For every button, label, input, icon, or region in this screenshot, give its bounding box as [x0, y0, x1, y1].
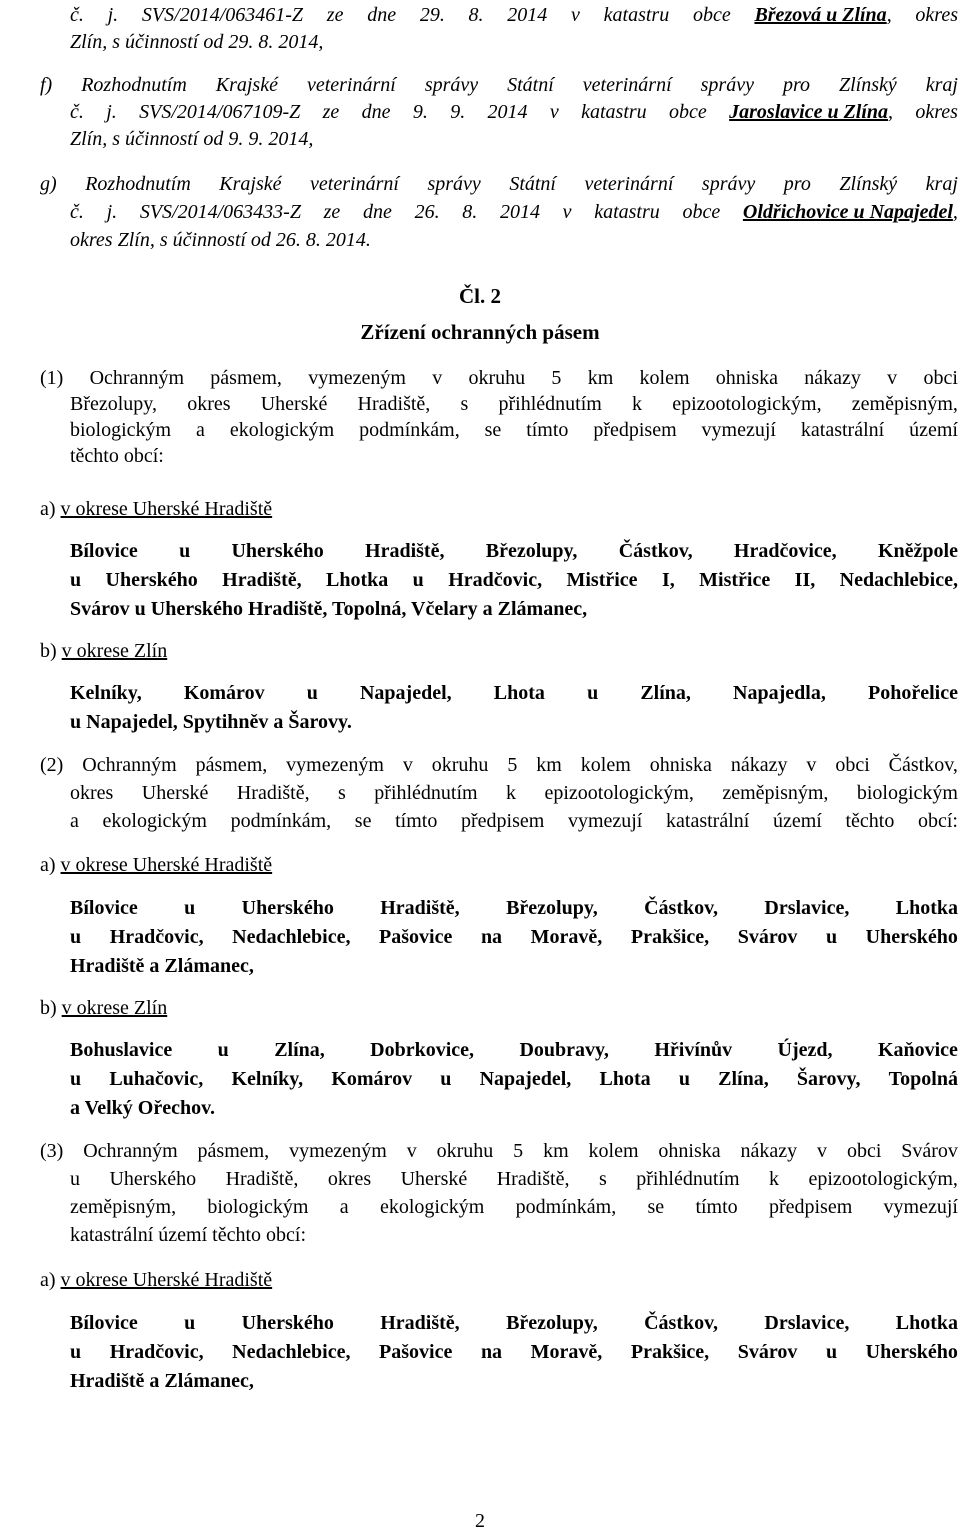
- word: Nedachlebice,: [232, 926, 351, 948]
- p2-intro-line: [70, 808, 958, 834]
- p2-intro-line: [40, 752, 958, 778]
- p1-intro-line: [70, 391, 958, 417]
- word: zeměpisným,: [851, 393, 958, 415]
- word: a: [339, 1196, 349, 1218]
- p1-list-a-line: [70, 567, 958, 593]
- word: u: [412, 569, 424, 591]
- decision-text: 26.: [414, 201, 440, 223]
- word: Topolná: [888, 1068, 958, 1090]
- word: přihlédnutím: [374, 782, 478, 804]
- word: a: [196, 419, 205, 441]
- word: na: [480, 1341, 503, 1363]
- word: II,: [794, 569, 816, 591]
- word: u: [184, 897, 196, 919]
- decision-text: obce: [692, 4, 731, 26]
- word: I,: [661, 569, 675, 591]
- p3-intro-line: katastrální území těchto obcí:: [70, 1224, 307, 1246]
- decision-text: okres: [915, 101, 958, 123]
- word: Zlína,: [274, 1039, 325, 1061]
- word: Uherského: [231, 540, 324, 562]
- decision-text: ze: [322, 101, 340, 123]
- decision-text: 8.: [462, 201, 478, 223]
- word: k: [506, 782, 517, 804]
- decision-text: dne: [367, 4, 397, 26]
- word: kolem: [580, 754, 631, 776]
- word: Svárov: [737, 1341, 798, 1363]
- word: Částkov,: [644, 1312, 719, 1334]
- word: Hřivínův: [654, 1039, 733, 1061]
- word: k: [632, 393, 642, 415]
- word: kolem: [639, 367, 690, 389]
- word: ekologickým: [102, 810, 207, 832]
- word: předpisem: [593, 419, 677, 441]
- word: Uherské: [400, 1168, 468, 1190]
- word: u: [70, 1068, 82, 1090]
- word: nákazy: [804, 367, 861, 389]
- p3-list-a-line: [70, 1310, 958, 1336]
- p1-district-b: b) v okrese Zlín: [40, 640, 168, 662]
- word: Pašovice: [379, 926, 453, 948]
- word: pásmem,: [197, 1140, 270, 1162]
- page-number: 2: [475, 1510, 485, 1532]
- decision-text: 8.: [468, 4, 484, 26]
- word: pásmem,: [210, 367, 282, 389]
- word: podmínkám,: [359, 419, 460, 441]
- word: okruhu: [468, 367, 526, 389]
- word: Březolupy,: [485, 540, 578, 562]
- word: biologickým: [207, 1196, 309, 1218]
- decision-text: č.: [70, 201, 84, 223]
- word: Uherské: [141, 782, 209, 804]
- decision-text: dne: [361, 101, 391, 123]
- word: 5: [507, 754, 518, 776]
- word: Napajedel,: [359, 682, 452, 704]
- word: Hradiště,: [222, 569, 302, 591]
- word: Uherského: [105, 569, 198, 591]
- word: Březolupy,: [506, 1312, 598, 1334]
- decision-text: obce: [669, 101, 707, 123]
- word: Komárov: [183, 682, 265, 704]
- decision-line: [70, 199, 958, 225]
- decision-text: 9.: [412, 101, 428, 123]
- word: Komárov: [331, 1068, 413, 1090]
- word: Lhotka: [895, 1312, 958, 1334]
- decision-line: [40, 171, 958, 197]
- word: obcí:: [918, 810, 958, 832]
- decision-text: v: [562, 201, 572, 223]
- word: 5: [551, 367, 562, 389]
- word: se: [354, 810, 372, 832]
- word: v: [432, 367, 443, 389]
- word: (3): [40, 1140, 64, 1162]
- decision-text: SVS/2014/063461-Z: [141, 4, 304, 26]
- word: Lhota: [599, 1068, 651, 1090]
- p1-intro-line: [40, 365, 958, 391]
- word: Hradčovic,: [109, 926, 204, 948]
- word: v: [887, 367, 898, 389]
- word: Svárov: [737, 926, 798, 948]
- word: obci: [835, 754, 870, 776]
- word: Uherského: [241, 897, 334, 919]
- decision-text: Rozhodnutím: [85, 173, 191, 195]
- word: (2): [40, 754, 64, 776]
- p3-list-a-line: Hradiště a Zlámanec,: [70, 1370, 254, 1392]
- word: předpisem: [768, 1196, 853, 1218]
- word: Částkov,: [644, 897, 719, 919]
- municipality-name: Březová u Zlína: [754, 4, 887, 26]
- word: ekologickým: [379, 1196, 485, 1218]
- article-number: Čl. 2: [459, 284, 501, 308]
- decision-text: kraj: [925, 173, 958, 195]
- decision-text: ze: [326, 4, 344, 26]
- decision-text: č.: [70, 101, 84, 123]
- decision-text: v: [549, 101, 559, 123]
- p1-intro-line: těchto obcí:: [70, 445, 164, 467]
- word: Doubravy,: [519, 1039, 609, 1061]
- decision-text: Zlín, s účinností od 9. 9. 2014,: [70, 128, 314, 150]
- p3-intro-line: [40, 1138, 958, 1164]
- decision-text: Zlínský: [838, 74, 897, 96]
- word: Kelníky,: [231, 1068, 304, 1090]
- p1-list-a-line: Svárov u Uherského Hradiště, Topolná, Včelary a Zlámanec,: [70, 598, 588, 620]
- decision-text: 29.: [419, 4, 445, 26]
- decision-text: katastru: [603, 4, 670, 26]
- decision-text: Zlín, s účinností od 29. 8. 2014,: [70, 31, 324, 53]
- word: Bílovice: [70, 1312, 138, 1334]
- word: Újezd,: [777, 1039, 833, 1061]
- word: Uherského: [865, 1341, 958, 1363]
- decision-line: [70, 2, 958, 28]
- decision-text: dne: [363, 201, 392, 223]
- word: k: [769, 1168, 780, 1190]
- word: Pohořelice: [867, 682, 958, 704]
- word: u: [825, 926, 838, 948]
- article-title: Zřízení ochranných pásem: [360, 320, 600, 344]
- word: u: [70, 569, 82, 591]
- word: okres: [327, 1168, 372, 1190]
- decision-text: ,: [952, 201, 958, 223]
- decision-text: okres Zlín, s účinností od 26. 8. 2014.: [70, 229, 371, 251]
- word: epizootologickým,: [808, 1168, 958, 1190]
- decision-text: SVS/2014/067109-Z: [139, 101, 301, 123]
- decision-text: Zlínský: [839, 173, 898, 195]
- word: v: [402, 754, 413, 776]
- word: těchto: [845, 810, 895, 832]
- word: katastrální: [800, 419, 885, 441]
- word: přihlédnutím: [498, 393, 602, 415]
- decision-text: 2014: [499, 201, 540, 223]
- word: nákazy: [730, 754, 788, 776]
- word: tímto: [695, 1196, 738, 1218]
- decision-line: [70, 126, 313, 152]
- word: Březolupy,: [506, 897, 598, 919]
- municipality-name: Jaroslavice u Zlína: [729, 101, 889, 123]
- word: obci: [923, 367, 958, 389]
- word: Kaňovice: [877, 1039, 958, 1061]
- word: přihlédnutím: [636, 1168, 740, 1190]
- word: na: [480, 926, 503, 948]
- word: Prakšice,: [630, 1341, 710, 1363]
- word: u: [179, 540, 191, 562]
- decision-text: Rozhodnutím: [81, 74, 187, 96]
- word: Bílovice: [70, 540, 138, 562]
- decision-text: Krajské: [215, 74, 278, 96]
- word: katastrální: [666, 810, 750, 832]
- decision-text: katastru: [581, 101, 647, 123]
- word: Hradčovic,: [109, 1341, 204, 1363]
- decision-text: obce: [682, 201, 721, 223]
- word: Napajedla,: [733, 682, 826, 704]
- word: Hradiště,: [236, 782, 310, 804]
- word: u: [587, 682, 599, 704]
- word: území: [909, 419, 958, 441]
- word: území: [772, 810, 822, 832]
- word: Ochranným: [89, 367, 185, 389]
- word: Uherského: [109, 1168, 197, 1190]
- word: Uherského: [241, 1312, 334, 1334]
- word: u: [70, 1168, 80, 1190]
- word: Pašovice: [379, 1341, 453, 1363]
- decision-text: ze: [323, 201, 341, 223]
- word: Nedachlebice,: [839, 569, 958, 591]
- decision-text: Státní: [509, 173, 556, 195]
- word: Dobrkovice,: [370, 1039, 475, 1061]
- word: s: [338, 782, 346, 804]
- word: u: [70, 926, 82, 948]
- word: Mistřice: [699, 569, 771, 591]
- word: ekologickým: [229, 419, 335, 441]
- p3-list-a-line: [70, 1339, 958, 1365]
- word: Hradiště,: [380, 1312, 460, 1334]
- word: u: [70, 1341, 82, 1363]
- word: biologickým: [70, 419, 172, 441]
- p3-intro-line: [70, 1166, 958, 1192]
- word: vymezují: [567, 810, 643, 832]
- word: okres: [70, 782, 114, 804]
- word: Moravě,: [530, 1341, 603, 1363]
- word: Lhotka: [895, 897, 958, 919]
- word: 5: [513, 1140, 524, 1162]
- word: Šarovy,: [796, 1068, 861, 1090]
- word: předpisem: [460, 810, 545, 832]
- p1-list-a-line: [70, 538, 958, 564]
- word: Hradiště,: [225, 1168, 299, 1190]
- word: Luhačovic,: [109, 1068, 204, 1090]
- decision-text: j.: [106, 201, 118, 223]
- word: u: [440, 1068, 452, 1090]
- word: km: [587, 367, 614, 389]
- word: s: [460, 393, 469, 415]
- decision-text: veterinární: [582, 74, 672, 96]
- word: km: [543, 1140, 569, 1162]
- decision-text: pro: [783, 173, 811, 195]
- word: Ochranným: [83, 1140, 178, 1162]
- decision-text: správy: [424, 74, 479, 96]
- word: ohniska: [658, 1140, 721, 1162]
- p2-district-b: b) v okrese Zlín: [40, 997, 168, 1019]
- word: Drslavice,: [764, 897, 850, 919]
- word: Zlína,: [718, 1068, 769, 1090]
- word: v: [406, 1140, 417, 1162]
- word: kolem: [588, 1140, 639, 1162]
- p1-district-a: a) v okrese Uherské Hradiště: [40, 498, 273, 520]
- word: Částkov,: [888, 754, 958, 776]
- word: obci: [846, 1140, 882, 1162]
- word: Březolupy,: [70, 393, 158, 415]
- word: okres: [187, 393, 231, 415]
- word: Uherské: [260, 393, 328, 415]
- word: Drslavice,: [764, 1312, 850, 1334]
- word: Částkov,: [618, 540, 693, 562]
- p1-list-b-line: u Napajedel, Spytihněv a Šarovy.: [70, 711, 352, 733]
- word: u: [678, 1068, 690, 1090]
- word: vymezují: [701, 419, 776, 441]
- p2-list-a-line: [70, 924, 958, 950]
- word: zeměpisným,: [722, 782, 829, 804]
- decision-text: g): [40, 173, 57, 195]
- p2-district-a: a) v okrese Uherské Hradiště: [40, 854, 273, 876]
- decision-line: [70, 29, 323, 55]
- word: pásmem,: [195, 754, 268, 776]
- decision-line: [70, 99, 958, 125]
- word: vymezeným: [289, 1140, 387, 1162]
- word: Uherského: [865, 926, 958, 948]
- decision-text: veterinární: [306, 74, 396, 96]
- word: a: [70, 810, 79, 832]
- word: tímto: [526, 419, 569, 441]
- word: Hradiště,: [496, 1168, 570, 1190]
- decision-text: správy: [700, 74, 754, 96]
- word: Bohuslavice: [70, 1039, 173, 1061]
- word: okruhu: [436, 1140, 494, 1162]
- decision-text: j.: [107, 4, 119, 26]
- word: v: [817, 1140, 828, 1162]
- p2-list-a-line: [70, 895, 958, 921]
- word: se: [484, 419, 502, 441]
- decision-text: správy: [701, 173, 756, 195]
- word: Prakšice,: [630, 926, 710, 948]
- word: podmínkám,: [230, 810, 332, 832]
- word: (1): [40, 367, 64, 389]
- word: Hradiště,: [380, 897, 460, 919]
- decision-text: ,: [886, 4, 892, 26]
- word: okruhu: [431, 754, 489, 776]
- word: Lhota: [493, 682, 545, 704]
- word: Moravě,: [530, 926, 603, 948]
- decision-line: [40, 72, 958, 98]
- p2-list-a-line: Hradiště a Zlámanec,: [70, 955, 254, 977]
- word: se: [647, 1196, 665, 1218]
- decision-text: okres: [915, 4, 958, 26]
- word: Napajedel,: [479, 1068, 572, 1090]
- word: nákazy: [740, 1140, 798, 1162]
- p2-list-b-line: [70, 1037, 958, 1063]
- word: Svárov: [901, 1140, 958, 1162]
- word: Kelníky,: [70, 682, 142, 704]
- p2-list-b-line: a Velký Ořechov.: [70, 1097, 216, 1119]
- word: v: [806, 754, 817, 776]
- decision-text: v: [571, 4, 580, 26]
- word: epizootologickým,: [672, 393, 822, 415]
- word: tímto: [395, 810, 438, 832]
- word: Zlína,: [640, 682, 691, 704]
- decision-text: Krajské: [219, 173, 282, 195]
- word: s: [598, 1168, 607, 1190]
- word: u: [217, 1039, 229, 1061]
- word: podmínkám,: [515, 1196, 617, 1218]
- word: vymezeným: [308, 367, 406, 389]
- p2-list-b-line: [70, 1066, 958, 1092]
- decision-text: pro: [782, 74, 810, 96]
- decision-text: f): [40, 74, 53, 96]
- word: zeměpisným,: [70, 1196, 177, 1218]
- word: u: [825, 1341, 838, 1363]
- word: epizootologickým,: [544, 782, 694, 804]
- word: ohniska: [649, 754, 712, 776]
- decision-text: veterinární: [310, 173, 399, 195]
- p2-intro-line: [70, 780, 958, 806]
- p3-intro-line: [70, 1194, 958, 1220]
- word: vymezeným: [286, 754, 384, 776]
- word: biologickým: [856, 782, 958, 804]
- decision-text: j.: [106, 101, 117, 123]
- word: Nedachlebice,: [232, 1341, 351, 1363]
- p1-list-b-line: [70, 680, 958, 706]
- decision-text: správy: [427, 173, 481, 195]
- decision-text: katastru: [594, 201, 660, 223]
- word: km: [536, 754, 562, 776]
- decision-text: Státní: [507, 74, 554, 96]
- decision-text: kraj: [925, 74, 958, 96]
- decision-text: č.: [70, 4, 84, 26]
- decision-text: ,: [888, 101, 894, 123]
- word: Hradčovice,: [733, 540, 837, 562]
- p1-intro-line: [70, 417, 958, 443]
- word: Hradiště,: [357, 393, 431, 415]
- decision-text: 2014: [507, 4, 548, 26]
- word: u: [306, 682, 318, 704]
- word: vymezují: [883, 1196, 958, 1218]
- word: Mistřice: [566, 569, 638, 591]
- word: Bílovice: [70, 897, 138, 919]
- decision-text: 2014: [487, 101, 528, 123]
- municipality-name: Oldřichovice u Napajedel: [742, 201, 953, 223]
- decision-text: SVS/2014/063433-Z: [139, 201, 301, 223]
- word: Ochranným: [82, 754, 177, 776]
- word: u: [184, 1312, 196, 1334]
- decision-text: 9.: [450, 101, 466, 123]
- word: Kněžpole: [877, 540, 958, 562]
- word: ohniska: [715, 367, 778, 389]
- decision-text: veterinární: [584, 173, 674, 195]
- word: Lhotka: [326, 569, 389, 591]
- word: Hradčovic,: [448, 569, 543, 591]
- p3-district-a: a) v okrese Uherské Hradiště: [40, 1269, 273, 1291]
- word: Hradiště,: [365, 540, 445, 562]
- decision-line: [70, 227, 371, 253]
